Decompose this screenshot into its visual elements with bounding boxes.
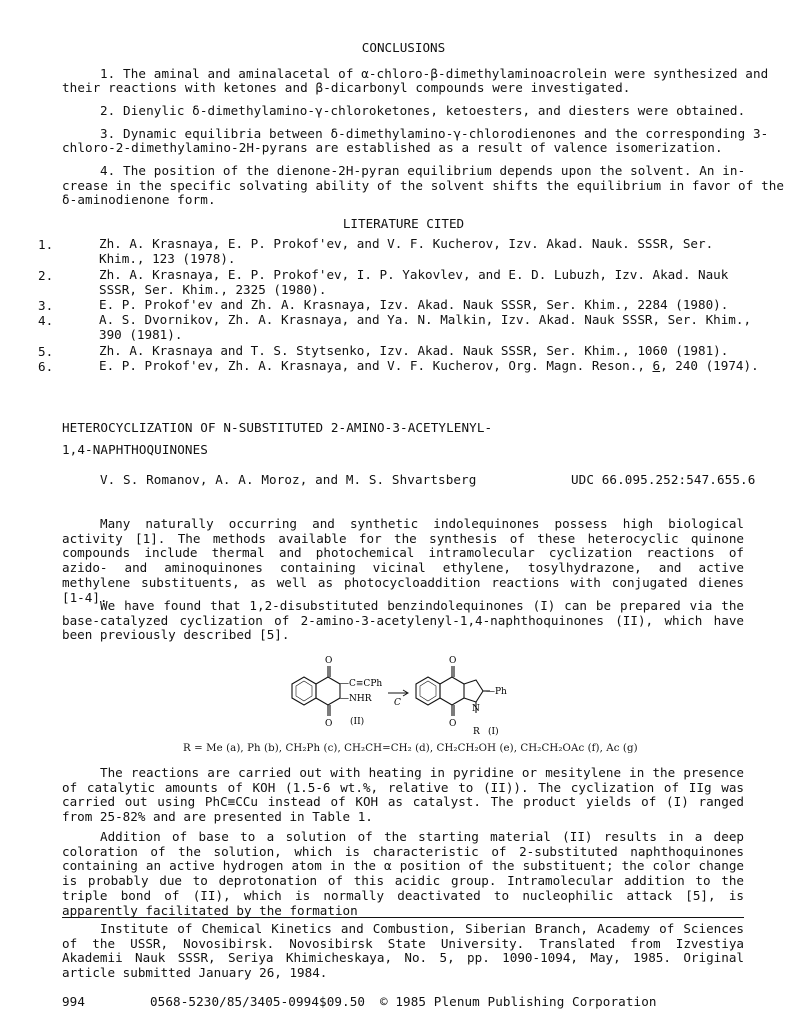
scheme-o-top-left: O xyxy=(325,656,333,666)
article-code: 0568-5230/85/3405-0994$09.50 xyxy=(150,994,366,1009)
paragraph-3: The reactions are carried out with heating in pyridine or mesitylene in the presence of catalytic amounts of KOH (1.5-6 wt.%, relative to (II)). The cyclization of IIg was carried out using PhC≡CCu instead of KOH as catalyst. The product yields of (I) ranged from 25-82% and are presented in Table 1. xyxy=(62,765,744,825)
footnote-rule xyxy=(62,917,744,918)
ref-6-text-pre: E. P. Prokof'ev, Zh. A. Krasnaya, and V. F. Kucherov, Org. Magn. Reson., xyxy=(99,358,653,373)
ref-3-text: E. P. Prokof'ev and Zh. A. Krasnaya, Izv. Akad. Nauk SSSR, Ser. Khim., 2284 (1980). xyxy=(99,297,729,312)
ref-5-number: 5. xyxy=(38,344,54,359)
conclusion-3-line1: 3. Dynamic equilibria between δ-dimethylamino-γ-chlorodienones and the corresponding 3- xyxy=(100,126,769,141)
footnote-affiliation: Institute of Chemical Kinetics and Combustion, Siberian Branch, Academy of Sciences of the USSR, Novosibirsk. Novosibirsk State University. Translated from Izvestiya Akademii Nauk SSSR, Seriya Khimicheskaya, No. 5, pp. 1090-1094, May, 1985. Original article submitted January 26, 1984. xyxy=(62,921,744,981)
ref-2-number: 2. xyxy=(38,268,54,283)
scheme-substituent-acetylenyl: —C≡CPh xyxy=(340,679,383,689)
paragraph-2: We have found that 1,2-disubstituted benzindolequinones (I) can be prepared via the base-catalyzed cyclization of 2-amino-3-acetylenyl-1,4-naphthoquinones (II), which have been previously described [5]. xyxy=(62,598,744,643)
naphthoquinone-II-structure xyxy=(292,666,340,716)
reaction-arrow xyxy=(388,690,408,696)
scheme-r-legend: R = Me (a), Ph (b), CH₂Ph (c), CH₂CH=CH₂ (d), CH₂CH₂OH (e), CH₂CH₂OAc (f), Ac (g) xyxy=(183,743,638,754)
scheme-o-top-right: O xyxy=(449,656,457,666)
conclusion-3-line2: chloro-2-dimethylamino-2H-pyrans are established as a result of valence isomerization. xyxy=(62,140,723,155)
ref-3-number: 3. xyxy=(38,298,54,313)
ref-6-volume: 6 xyxy=(652,358,661,373)
paragraph-4: Addition of base to a solution of the starting material (II) results in a deep coloration of the solution, which is characteristic of 2-substituted naphthoquinones containing an active hydrogen atom in the α position of the substituent; the color change is probably due to deprotonation of this acidic group. Intramolecular addition to the triple bond of (II), which is normally deactivated to nucleophilic attack [5], is apparently facilitated by the formation xyxy=(62,829,744,918)
ref-6-text-post: , 240 (1974). xyxy=(660,358,759,373)
article-authors: V. S. Romanov, A. A. Moroz, and M. S. Shvartsberg xyxy=(100,472,477,487)
conclusions-heading: CONCLUSIONS xyxy=(361,40,446,55)
conclusion-4-line2: crease in the specific solvating ability of the solvent shifts the equilibrium in favor of the xyxy=(62,178,785,193)
scheme-r-group: R xyxy=(473,727,480,737)
article-udc: UDC 66.095.252:547.655.6 xyxy=(571,472,756,487)
conclusion-2-line1: 2. Dienylic δ-dimethylamino-γ-chloroketones, ketoesters, and diesters were obtained. xyxy=(100,103,746,118)
scheme-substituent-amino: —NHR xyxy=(340,694,372,704)
ref-4-text: A. S. Dvornikov, Zh. A. Krasnaya, and Ya. N. Malkin, Izv. Akad. Nauk SSSR, Ser. Khim., 390 (1981). xyxy=(99,312,752,342)
conclusion-4-line3: δ-aminodienone form. xyxy=(62,192,216,207)
conclusion-1-line1: 1. The aminal and aminalacetal of α-chloro-β-dimethylaminoacrolein were synthesized and xyxy=(100,66,769,81)
page-number: 994 xyxy=(62,994,86,1009)
ref-6-number: 6. xyxy=(38,359,54,374)
scheme-o-bottom-left: O xyxy=(325,719,333,729)
copyright: © 1985 Plenum Publishing Corporation xyxy=(380,994,657,1009)
scheme-arrow-label: C xyxy=(394,698,401,708)
article-title-line1: HETEROCYCLIZATION OF N-SUBSTITUTED 2-AMINO-3-ACETYLENYL- xyxy=(62,420,493,435)
scheme-phenyl: —Ph xyxy=(486,687,507,697)
scheme-nitrogen: N xyxy=(472,704,480,714)
scheme-label-II: (II) xyxy=(350,717,365,727)
ref-6-text xyxy=(99,359,763,374)
reaction-scheme xyxy=(280,650,550,750)
scheme-o-bottom-right: O xyxy=(449,719,457,729)
ref-1-number: 1. xyxy=(38,237,54,252)
ref-4-number: 4. xyxy=(38,313,54,328)
article-title-line2: 1,4-NAPHTHOQUINONES xyxy=(62,442,208,457)
conclusion-1-line2: their reactions with ketones and β-dicarbonyl compounds were investigated. xyxy=(62,80,631,95)
conclusion-4-line1: 4. The position of the dienone-2H-pyran equilibrium depends upon the solvent. An in- xyxy=(100,163,746,178)
literature-heading: LITERATURE CITED xyxy=(342,216,465,231)
ref-5-text: Zh. A. Krasnaya and T. S. Stytsenko, Izv. Akad. Nauk SSSR, Ser. Khim., 1060 (1981). xyxy=(99,343,729,358)
ref-1-text: Zh. A. Krasnaya, E. P. Prokof'ev, and V. F. Kucherov, Izv. Akad. Nauk. SSSR, Ser. Khim., 123 (1978). xyxy=(99,236,714,266)
scheme-label-I: (I) xyxy=(488,727,499,737)
ref-2-text: Zh. A. Krasnaya, E. P. Prokof'ev, I. P. Yakovlev, and E. D. Lubuzh, Izv. Akad. Nauk SSSR, Ser. Khim., 2325 (1980). xyxy=(99,267,729,297)
paragraph-1: Many naturally occurring and synthetic indolequinones possess high biological activity [1]. The methods available for the synthesis of these heterocyclic quinone compounds include thermal and photochemical intramolecular cyclization reactions of azido- and aminoquinones containing vicinal ethylene, tosylhydrazone, and active methylene substituents, as well as photocycloaddition reactions with conjugated dienes [1-4]. xyxy=(62,516,744,605)
